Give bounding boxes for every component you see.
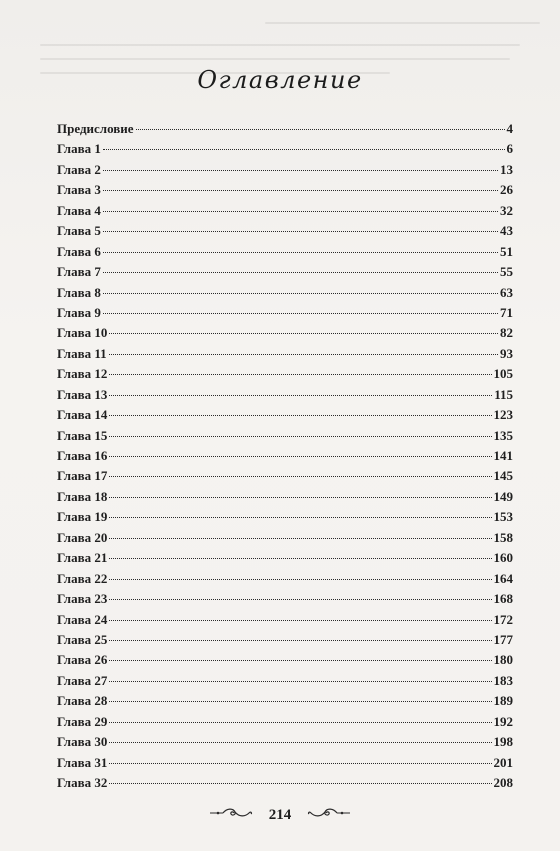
toc-entry xyxy=(57,671,513,691)
toc-entry-label: Глава 20 xyxy=(57,529,108,545)
dot-leader xyxy=(103,190,498,191)
toc-entry-label: Глава 3 xyxy=(57,182,101,198)
toc-entry-label: Глава 18 xyxy=(57,488,108,504)
toc-entry-page: 51 xyxy=(500,243,513,259)
dot-leader xyxy=(109,783,491,784)
toc-entry xyxy=(57,589,513,609)
toc-entry-label: Глава 4 xyxy=(57,202,101,218)
toc-entry-label: Глава 25 xyxy=(57,631,108,647)
toc-entry-page: 123 xyxy=(493,407,513,423)
dot-leader xyxy=(103,293,498,294)
dot-leader xyxy=(103,252,498,253)
toc-entry-page: 145 xyxy=(493,468,513,484)
toc-entry-page: 201 xyxy=(493,754,513,770)
toc-entry-page: 180 xyxy=(493,652,513,668)
toc-entry-page: 93 xyxy=(500,345,513,361)
toc-entry xyxy=(57,221,513,241)
toc-entry-page: 4 xyxy=(506,121,513,136)
toc-entry-page: 172 xyxy=(493,611,513,627)
toc-entry-page: 13 xyxy=(500,161,513,177)
toc-entry-page: 160 xyxy=(493,550,513,566)
toc-entry-page: 43 xyxy=(500,223,513,239)
toc-entry-label: Глава 1 xyxy=(57,141,101,157)
toc-entry xyxy=(57,160,513,180)
dot-leader xyxy=(109,538,491,539)
scroll-ornament-icon xyxy=(209,806,253,824)
toc-entry-label: Глава 13 xyxy=(57,386,108,402)
toc-entry-label: Глава 19 xyxy=(57,509,108,525)
toc-entry-label: Глава 2 xyxy=(57,161,101,177)
toc-entry-page: 208 xyxy=(493,775,513,790)
toc-entry-page: 82 xyxy=(500,325,513,341)
dot-leader xyxy=(109,620,491,621)
toc-entry xyxy=(57,610,513,630)
dot-leader xyxy=(109,660,491,661)
toc-entry-page: 164 xyxy=(493,570,513,586)
toc-entry xyxy=(57,139,513,159)
dot-leader xyxy=(109,354,498,355)
toc-entry-label: Глава 16 xyxy=(57,448,108,463)
toc-entry-page: 71 xyxy=(500,304,513,320)
toc-entry-label: Глава 17 xyxy=(57,468,108,484)
dot-leader xyxy=(109,742,491,743)
toc-entry xyxy=(57,446,513,466)
toc-entry-page: 105 xyxy=(493,366,513,382)
page-footer xyxy=(0,806,560,824)
toc-entry xyxy=(57,344,513,364)
toc-entry xyxy=(57,732,513,752)
page-title: Оглавление xyxy=(197,66,363,94)
toc-entry xyxy=(57,466,513,486)
toc-entry xyxy=(57,119,513,139)
toc-entry-label: Предисловие xyxy=(57,121,134,136)
toc-entry-label: Глава 21 xyxy=(57,550,108,566)
dot-leader xyxy=(103,231,498,232)
toc-entry xyxy=(57,242,513,262)
dot-leader xyxy=(109,517,491,518)
toc-entry xyxy=(57,180,513,200)
toc-entry-label: Глава 31 xyxy=(57,754,108,770)
toc-entry-page: 177 xyxy=(493,631,513,647)
toc-entry xyxy=(57,528,513,548)
toc-entry-label: Глава 30 xyxy=(57,734,108,750)
dot-leader xyxy=(103,170,498,171)
toc-entry-label: Глава 22 xyxy=(57,570,108,586)
dot-leader xyxy=(109,497,491,498)
toc-entry xyxy=(57,364,513,384)
toc-entry-page: 189 xyxy=(493,693,513,709)
toc-entry-page: 6 xyxy=(506,141,513,157)
toc-entry xyxy=(57,385,513,405)
dot-leader xyxy=(103,313,498,314)
dot-leader xyxy=(109,558,491,559)
toc-entry xyxy=(57,691,513,711)
toc-entry xyxy=(57,426,513,446)
toc-entry-page: 192 xyxy=(493,713,513,729)
toc-entry-page: 115 xyxy=(494,386,513,402)
toc-entry-page: 158 xyxy=(493,529,513,545)
toc-entry-label: Глава 24 xyxy=(57,611,108,627)
toc-entry-page: 168 xyxy=(493,591,513,607)
toc-entry-label: Глава 6 xyxy=(57,243,101,259)
dot-leader xyxy=(109,395,492,396)
dot-leader xyxy=(109,579,491,580)
toc-entry-label: Глава 29 xyxy=(57,713,108,729)
dot-leader xyxy=(109,436,491,437)
toc-entry xyxy=(57,487,513,507)
toc-entry-label: Глава 10 xyxy=(57,325,108,341)
toc-entry-label: Глава 26 xyxy=(57,652,108,668)
toc-entry-label: Глава 12 xyxy=(57,366,108,382)
table-of-contents xyxy=(57,119,513,793)
toc-entry xyxy=(57,323,513,343)
toc-entry xyxy=(57,548,513,568)
toc-entry-label: Глава 8 xyxy=(57,284,101,300)
toc-entry-page: 32 xyxy=(500,202,513,218)
dot-leader xyxy=(109,640,491,641)
dot-leader xyxy=(109,476,491,477)
toc-entry-page: 63 xyxy=(500,284,513,300)
page-number: 214 xyxy=(268,806,292,823)
toc-entry-label: Глава 15 xyxy=(57,427,108,443)
toc-entry-label: Глава 14 xyxy=(57,407,108,423)
toc-entry xyxy=(57,630,513,650)
dot-leader xyxy=(109,599,491,600)
toc-entry-page: 26 xyxy=(500,182,513,198)
dot-leader xyxy=(109,722,491,723)
toc-entry xyxy=(57,201,513,221)
toc-entry-label: Глава 9 xyxy=(57,304,101,320)
dot-leader xyxy=(136,129,505,130)
toc-entry-label: Глава 11 xyxy=(57,345,107,361)
toc-entry-label: Глава 7 xyxy=(57,264,101,280)
toc-entry xyxy=(57,650,513,670)
toc-entry xyxy=(57,507,513,527)
dot-leader xyxy=(109,456,491,457)
toc-entry-page: 149 xyxy=(493,488,513,504)
toc-entry xyxy=(57,405,513,425)
dot-leader xyxy=(109,763,491,764)
dot-leader xyxy=(103,272,498,273)
toc-entry xyxy=(57,753,513,773)
toc-entry xyxy=(57,712,513,732)
dot-leader xyxy=(109,681,491,682)
dot-leader xyxy=(109,415,491,416)
toc-entry-page: 183 xyxy=(493,672,513,688)
toc-entry xyxy=(57,773,513,793)
toc-entry-page: 153 xyxy=(493,509,513,525)
toc-entry-page: 141 xyxy=(493,448,513,463)
dot-leader xyxy=(109,374,491,375)
toc-entry-page: 55 xyxy=(500,264,513,280)
toc-entry-label: Глава 32 xyxy=(57,775,108,790)
toc-entry xyxy=(57,569,513,589)
toc-entry xyxy=(57,262,513,282)
dot-leader xyxy=(103,211,498,212)
dot-leader xyxy=(109,701,491,702)
toc-entry xyxy=(57,303,513,323)
dot-leader xyxy=(109,333,498,334)
toc-entry-label: Глава 23 xyxy=(57,591,108,607)
dot-leader xyxy=(103,149,505,150)
toc-entry-page: 198 xyxy=(493,734,513,750)
toc-entry-page: 135 xyxy=(493,427,513,443)
scroll-ornament-icon xyxy=(307,806,351,824)
toc-entry xyxy=(57,283,513,303)
toc-entry-label: Глава 27 xyxy=(57,672,108,688)
toc-entry-label: Глава 5 xyxy=(57,223,101,239)
toc-entry-label: Глава 28 xyxy=(57,693,108,709)
